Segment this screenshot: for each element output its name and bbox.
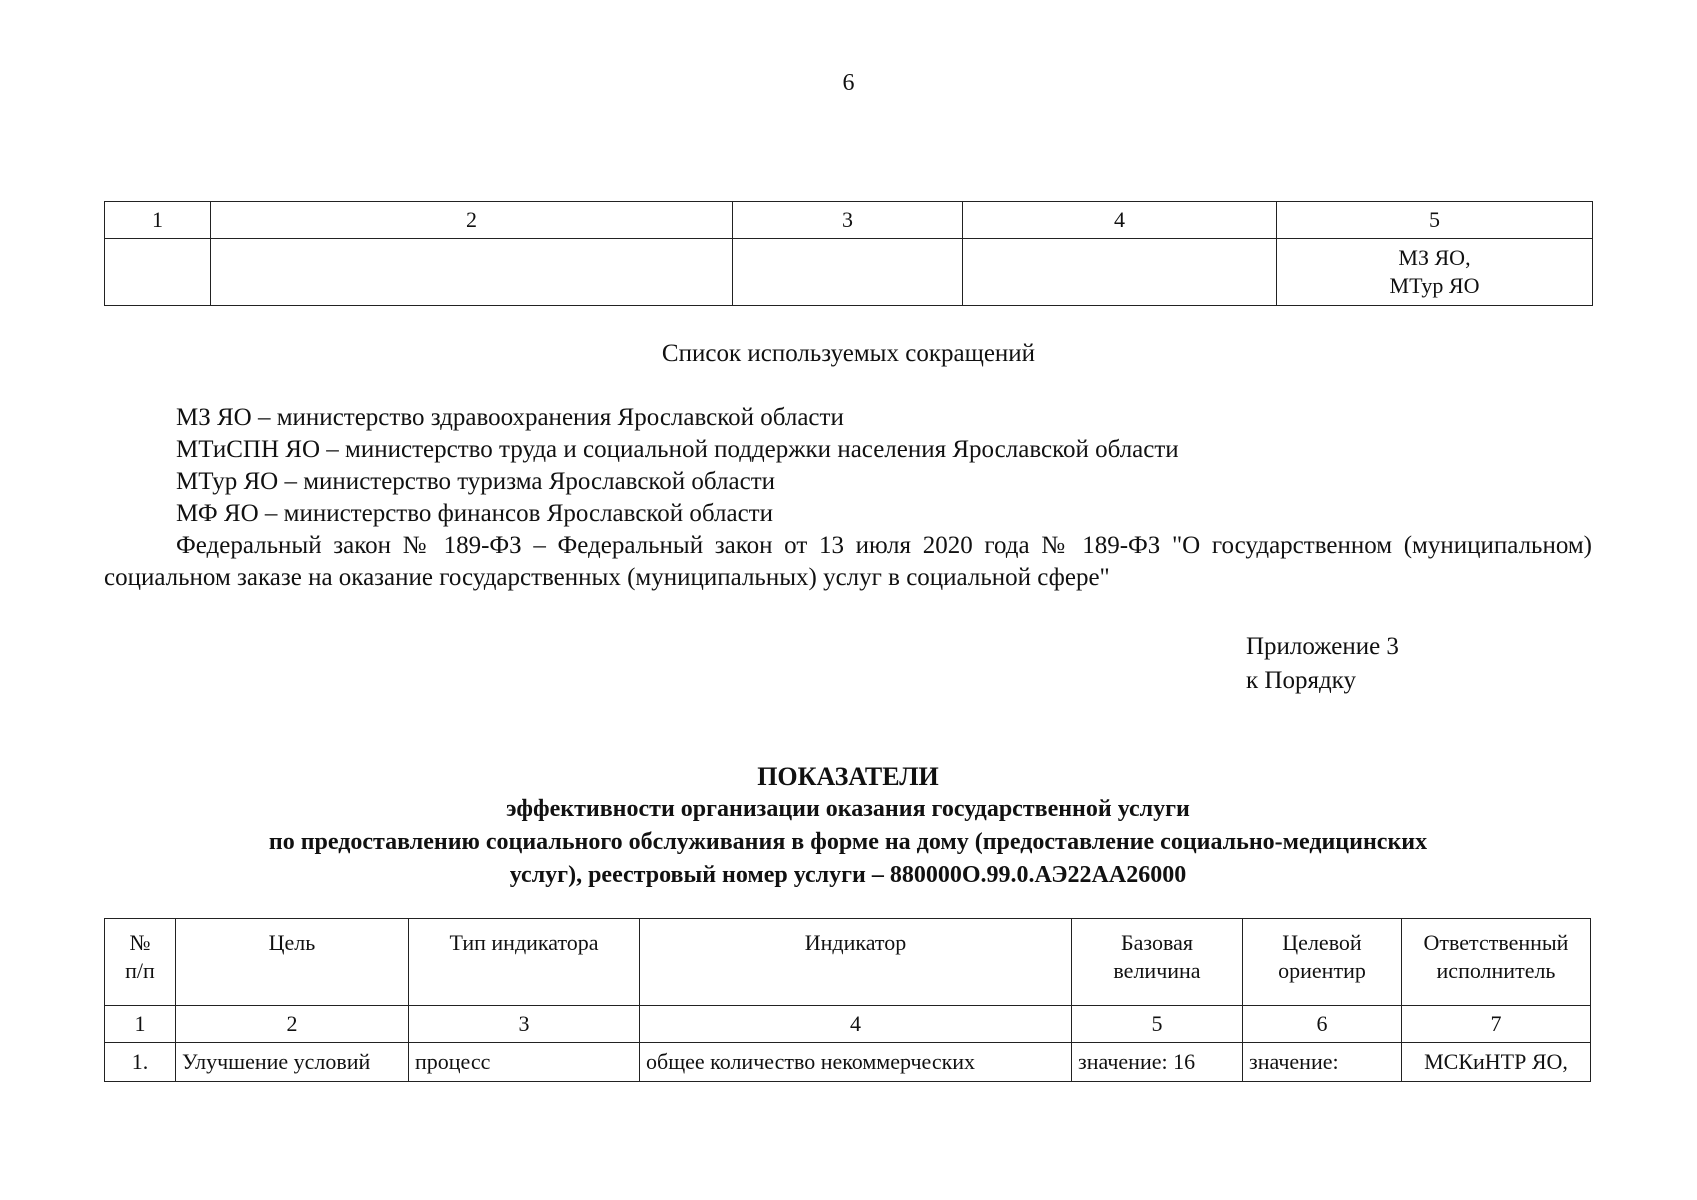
column-number: 2 [176, 1006, 409, 1043]
appendix-label [1246, 630, 1399, 698]
column-number: 3 [733, 202, 963, 239]
table-row [105, 1043, 1591, 1082]
column-numbers-row [105, 1006, 1591, 1043]
column-number: 5 [1277, 202, 1593, 239]
table-cell-responsible: МЗ ЯО, МТур ЯО [1277, 239, 1593, 306]
table-cell: значение: [1243, 1043, 1402, 1082]
table-cell [963, 239, 1277, 306]
table-cell: значение: 16 [1072, 1043, 1243, 1082]
header-cell-target: Целевой ориентир [1243, 919, 1402, 1006]
header-cell-indicator: Индикатор [640, 919, 1072, 1006]
document-heading [104, 760, 1592, 892]
table-row [105, 239, 1593, 306]
column-number: 4 [963, 202, 1277, 239]
table-cell: МСКиНТР ЯО, [1402, 1043, 1591, 1082]
column-number: 7 [1402, 1006, 1591, 1043]
continuation-table [104, 201, 1593, 306]
heading-title: ПОКАЗАТЕЛИ [757, 762, 939, 791]
table-cell: процесс [409, 1043, 640, 1082]
table-header-row [105, 202, 1593, 239]
column-number: 6 [1243, 1006, 1402, 1043]
header-cell-base-value: Базовая величина [1072, 919, 1243, 1006]
abbreviation-item: Федеральный закон № 189-ФЗ – Федеральный закон от 13 июля 2020 года № 189-ФЗ "О государственном (муниципальном) социальном заказе на оказание государственных (муниципальных) услуг в социальной сфере" [104, 532, 1592, 591]
column-number: 1 [105, 202, 211, 239]
table-cell [733, 239, 963, 306]
header-cell-goal: Цель [176, 919, 409, 1006]
table-cell [105, 239, 211, 306]
heading-subtitle: по предоставлению социального обслуживания в форме на дому (предоставление социально-медицинских [268, 829, 1428, 855]
appendix-line: Приложение 3 [1246, 633, 1399, 660]
header-cell-number: № п/п [105, 919, 176, 1006]
header-cell-indicator-type: Тип индикатора [409, 919, 640, 1006]
page-number: 6 [842, 70, 855, 96]
heading-subtitle: эффективности организации оказания государственной услуги [506, 796, 1190, 822]
table-cell: Улучшение условий [176, 1043, 409, 1082]
table-cell [211, 239, 733, 306]
abbreviation-item: МТиСПН ЯО – министерство труда и социальной поддержки населения Ярославской области [176, 436, 1179, 463]
table-cell: общее количество некоммерческих [640, 1043, 1072, 1082]
heading-subtitle: услуг), реестровый номер услуги – 880000О.99.0.АЭ22АА26000 [509, 862, 1187, 888]
indicators-table [104, 918, 1591, 1082]
header-cell-responsible: Ответственный исполнитель [1402, 919, 1591, 1006]
abbreviation-item: МТур ЯО – министерство туризма Ярославской области [176, 468, 775, 495]
column-number: 4 [640, 1006, 1072, 1043]
table-header-row [105, 919, 1591, 1006]
appendix-line: к Порядку [1246, 667, 1356, 694]
column-number: 3 [409, 1006, 640, 1043]
column-number: 2 [211, 202, 733, 239]
column-number: 5 [1072, 1006, 1243, 1043]
abbreviations-list [104, 402, 1592, 594]
abbreviations-title: Список используемых сокращений [661, 340, 1036, 367]
abbreviation-item: МЗ ЯО – министерство здравоохранения Ярославской области [176, 404, 844, 431]
table-cell: 1. [105, 1043, 176, 1082]
abbreviation-item: МФ ЯО – министерство финансов Ярославской области [176, 500, 773, 527]
column-number: 1 [105, 1006, 176, 1043]
